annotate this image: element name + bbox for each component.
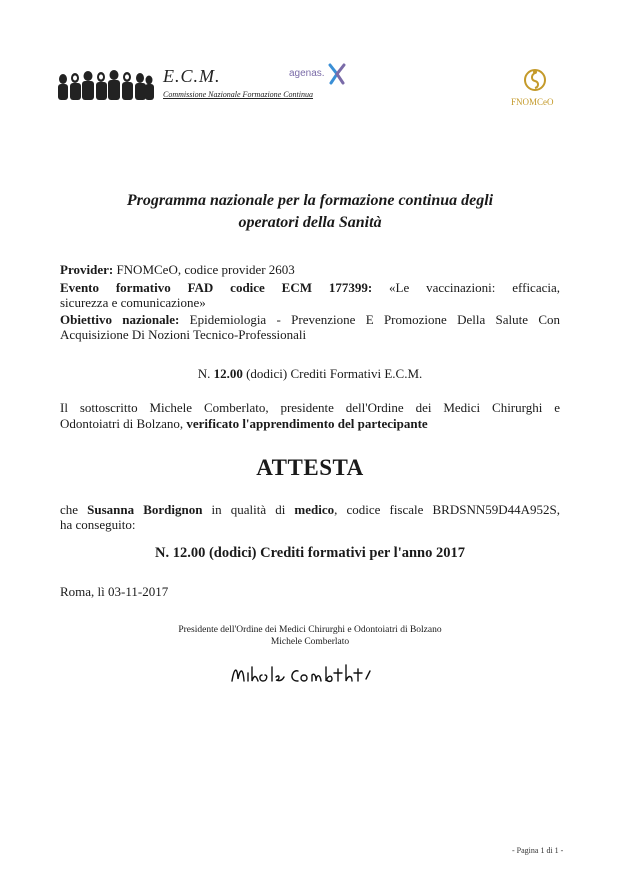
ecm-subtitle: Commissione Nazionale Formazione Continua [163,90,314,99]
firma-name: Michele Comberlato [270,637,350,647]
partecipante-che: che [60,502,88,517]
firma-block [130,624,490,648]
ecm-figures-logo [56,70,154,100]
fnomceo-logo-icon [523,67,547,93]
partecipante-line2: ha conseguito: [60,517,136,532]
crediti-ecm [60,366,560,381]
crediti-suffix: (dodici) Crediti Formativi E.C.M. [242,366,423,381]
sottoscritto-line1: Il sottoscritto Michele Comberlato, presidente dell'Ordine dei Medici Chirurghi e [60,400,560,415]
agenas-logo-icon [327,63,347,85]
handwritten-signature [228,657,378,691]
obiettivo-value-1: Epidemiologia - Prevenzione E Promozione Della Salute Con [179,312,561,327]
partecipante-line1 [60,502,560,517]
evento-line1 [60,280,560,295]
codice-fiscale: , codice fiscale BRDSNN59D44A952S, [334,502,560,517]
obiettivo-value-2: Acquisizione Di Nozioni Tecnico-Professionali [60,327,307,342]
participant-role: medico [294,502,335,517]
provider-line [60,262,560,277]
document-title-line1: Programma nazionale per la formazione continua degli [126,192,494,209]
crediti-number: 12.00 [213,366,243,381]
fnomceo-logo-text: FNOMCeO [511,97,554,107]
partecipante-qualita: in qualità di [202,502,295,517]
participant-name: Susanna Bordignon [87,502,203,517]
attesta-heading: ATTESTA [256,455,364,480]
evento-value-1: «Le vaccinazioni: efficacia, [372,280,560,295]
sottoscritto-bold: verificato l'apprendimento del partecipante [186,416,428,431]
sottoscritto-plain: Odontoiatri di Bolzano, [60,416,187,431]
ecm-title: E.C.M. [163,66,221,86]
provider-label: Provider: [60,262,114,277]
agenas-logo-text: agenas. [289,68,325,79]
crediti-anno: N. 12.00 (dodici) Crediti formativi per l'anno 2017 [155,545,465,561]
page-footer: - Pagina 1 di 1 - [512,846,564,855]
evento-label: Evento formativo FAD codice ECM 177399: [60,280,373,295]
provider-value: FNOMCeO, codice provider 2603 [113,262,295,277]
crediti-prefix: N. [197,366,214,381]
obiettivo-label: Obiettivo nazionale: [60,312,180,327]
evento-value-2: sicurezza e comunicazione» [60,295,206,310]
sottoscritto-line2 [60,416,560,431]
firma-title: Presidente dell'Ordine dei Medici Chirurghi e Odontoiatri di Bolzano [178,625,442,635]
luogo-data: Roma, lì 03-11-2017 [60,584,169,599]
document-title-line2: operatori della Sanità [238,214,382,231]
obiettivo-line1 [60,312,560,327]
